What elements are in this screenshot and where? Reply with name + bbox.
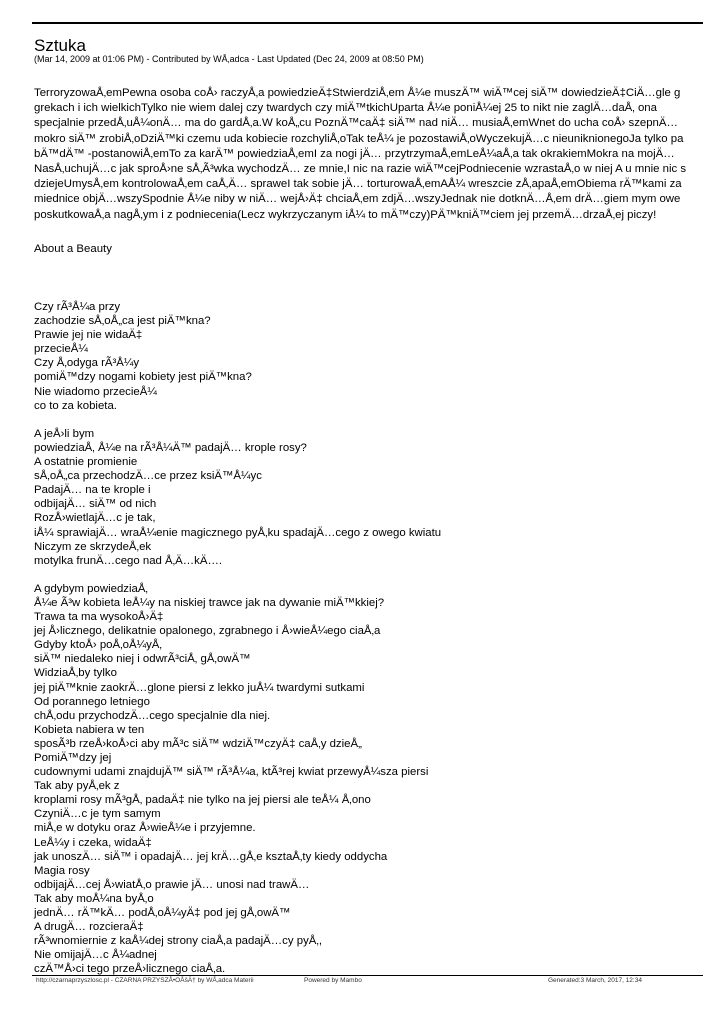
- poem-line: odbijajÄ… siÄ™ od nich: [34, 498, 157, 511]
- poem-line: Czy Å‚odyga rÃ³Å¼y: [34, 357, 140, 370]
- poem-line: Nie omijajÄ…c Å¼adnej: [34, 949, 157, 962]
- poem-line: jej piÄ™knie zaokrÄ…glone piersi z lekko juÅ¼ twardymi sutkami: [34, 681, 365, 694]
- footer-rule: [32, 975, 703, 976]
- poem-stanza: [34, 427, 714, 568]
- article-intro: [34, 86, 725, 223]
- poem-line: Å¼e Ã³w kobieta leÅ¼y na niskiej trawce jak na dywanie miÄ™kkiej?: [34, 596, 385, 609]
- poem-line: cudownymi udami znajdujÄ™ siÄ™ rÃ³Å¼a, ktÃ³rej kwiat przewyÅ¼sza piersi: [34, 766, 429, 779]
- poem-line: iÅ¼ sprawiajÄ… wraÅ¼enie magicznego pyÅ‚ku spadajÄ…cego z owego kwiatu: [34, 526, 442, 539]
- poem-line: odbijajÄ…cej Å›wiatÅ‚o prawie jÄ… unosi nad trawÄ…: [34, 878, 310, 891]
- poem-line: Tak aby moÅ¼na byÅ‚o: [34, 892, 154, 905]
- poem-stanza: [34, 300, 714, 413]
- intro-line: bÄ™dÄ™ -postanowiÅ‚emTo za karÄ™ powiedziaÅ‚emI za nogi jÄ… przytrzymaÅ‚emLeÅ¼aÅ‚a tak okrakiemMokra na mojÄ…: [34, 147, 675, 160]
- intro-line: mokro siÄ™ zrobiÅ‚oDziÄ™ki czemu uda kobiecie rozchyliÅ‚oTak teÅ¼ je pozostawiÅ‚oWyczekujÄ…c nieuniknionegoJa tylko pa: [34, 132, 684, 145]
- footer-powered-by: Powered by Mambo: [304, 977, 362, 984]
- poem-line: zachodzie sÅ‚oÅ„ca jest piÄ™kna?: [34, 315, 211, 328]
- intro-line: poskutkowaÅ‚a nagÅ‚ym i z podniecenia(Lecz wykrzyczanym iÅ¼ to mÄ™czy)PÄ™kniÄ™ciem jej przemÄ…drzaÅ‚ej piczy!: [34, 208, 657, 221]
- article-title: Sztuka: [34, 36, 86, 55]
- intro-line: grekach i ich wielkichTylko nie wiem dalej czy twardych czy miÄ™tkichUparta Å¼e poniÅ¼ej 25 to nikt nie zaglÄ…daÅ‚ ona: [34, 102, 657, 115]
- poem-line: PomiÄ™dzy jej: [34, 752, 112, 764]
- poem-line: Od porannego letniego: [34, 695, 150, 708]
- poem-line: sposÃ³b rzeÅ›koÅ›ci aby mÃ³c siÄ™ wdziÄ™czyÄ‡ caÅ‚y dzieÅ„: [34, 737, 362, 750]
- poem-line: CzyniÄ…c je tym samym: [34, 808, 161, 821]
- poem-line: przecieÅ¼: [34, 343, 88, 356]
- intro-line: miednice objÄ…wszySpodnie Å¼e niby w niÄ… wejÅ›Ä‡ chciaÅ‚em zdjÄ…wszyJednak nie dotknÄ…Å‚em drÄ…giem mym owe: [34, 193, 681, 206]
- poem-line: A gdybym powiedziaÅ‚: [34, 582, 148, 595]
- poem-line: Czy rÃ³Å¼a przy: [34, 301, 121, 313]
- poem-line: miÅ‚e w dotyku oraz Å›wieÅ¼e i przyjemne.: [34, 822, 256, 835]
- poem-line: jak unoszÄ… siÄ™ i opadajÄ… jej krÄ…gÅ‚e ksztaÅ‚ty kiedy oddycha: [34, 850, 388, 863]
- poem-line: siÄ™ niedaleko niej i odwrÃ³ciÅ‚ gÅ‚owÄ™: [34, 653, 251, 666]
- top-rule: [32, 22, 703, 24]
- poem-line: WidziaÅ‚by tylko: [34, 667, 117, 680]
- footer-generated: Generated:3 March, 2017, 12:34: [548, 977, 642, 984]
- poem-line: Prawie jej nie widaÄ‡: [34, 329, 143, 342]
- poem-title: About a Beauty: [34, 243, 112, 255]
- poem-line: A drugÄ… rozcieraÄ‡: [34, 921, 144, 934]
- article-meta: (Mar 14, 2009 at 01:06 PM) - Contributed by WÅ‚adca - Last Updated (Dec 24, 2009 at 08:50 PM): [34, 54, 424, 64]
- poem-line: kroplami rosy mÃ³gÅ‚ padaÄ‡ nie tylko na jej piersi ale teÅ¼ Å‚ono: [34, 794, 371, 807]
- intro-line: specjalnie przedÅ‚uÅ¼onÄ… ma do gardÅ‚a.W koÅ„cu PoznÄ™caÄ‡ siÄ™ nad niÄ… musiaÅ‚emWnet do ucha coÅ› szepnÄ…: [34, 117, 678, 130]
- poem-body: [34, 300, 714, 977]
- poem-line: Nie wiadomo przecieÅ¼: [34, 385, 157, 398]
- poem-line: Kobieta nabiera w ten: [34, 723, 145, 736]
- poem-stanza: [34, 582, 714, 977]
- intro-line: NasÅ‚uchujÄ…c jak sproÅ›ne sÅ‚Ã³wka wychodzÄ… ze mnie,I nic na razie wiÄ™cejPodniecenie wzrastaÅ‚o w niej A u mnie nic s: [34, 163, 687, 176]
- poem-line: PadajÄ… na te krople i: [34, 484, 151, 497]
- poem-line: Gdyby ktoÅ› poÅ‚oÅ¼yÅ‚: [34, 639, 162, 652]
- poem-line: motylka frunÄ…cego nad Å‚Ä…kÄ….: [34, 554, 223, 567]
- poem-line: jednÄ… rÄ™kÄ… podÅ‚oÅ¼yÄ‡ pod jej gÅ‚owÄ™: [34, 907, 291, 920]
- poem-line: jej Å›licznego, delikatnie opalonego, zgrabnego i Å›wieÅ¼ego ciaÅ‚a: [34, 625, 381, 638]
- poem-line: co to za kobieta.: [34, 399, 117, 412]
- poem-line: A ostatnie promienie: [34, 456, 138, 469]
- poem-line: powiedziaÅ‚ Å¼e na rÃ³Å¼Ä™ padajÄ… krople rosy?: [34, 441, 307, 454]
- poem-line: A jeÅ›li bym: [34, 427, 95, 440]
- poem-line: rÃ³wnomiernie z kaÅ¼dej strony ciaÅ‚a padajÄ…cy pyÅ‚,: [34, 935, 323, 948]
- poem-line: Tak aby pyÅ‚ek z: [34, 780, 120, 793]
- poem-line: Niczym ze skrzydeÅ‚ek: [34, 540, 152, 553]
- poem-line: LeÅ¼y i czeka, widaÄ‡: [34, 836, 152, 849]
- poem-line: pomiÄ™dzy nogami kobiety jest piÄ™kna?: [34, 371, 252, 384]
- intro-line: dziejeUmysÅ‚em kontrolowaÅ‚em caÅ‚Ä… spraweI tak sobie jÄ… torturowaÅ‚emAÅ¼ wreszcie zÅ‚apaÅ‚emObiema rÄ™kami za: [34, 178, 682, 191]
- footer-source-link[interactable]: http://czarnaprzyszlosc.pl - CZARNA PRZYSZÅ•OÅšÄ† by WÅ‚adca Materii: [36, 977, 254, 984]
- poem-line: sÅ‚oÅ„ca przechodzÄ…ce przez ksiÄ™Å¼yc: [34, 470, 262, 483]
- poem-line: Trawa ta ma wysokoÅ›Ä‡: [34, 611, 164, 624]
- poem-line: chÅ‚odu przychodzÄ…cego specjalnie dla niej.: [34, 709, 271, 722]
- intro-line: TerroryzowaÅ‚emPewna osoba coÅ› raczyÅ‚a powiedzieÄ‡StwierdziÅ‚em Å¼e muszÄ™ wiÄ™cej siÄ™ dowiedzieÄ‡CiÄ…gle g: [34, 87, 681, 99]
- poem-line: czÄ™Å›ci tego przeÅ›licznego ciaÅ‚a.: [34, 963, 226, 976]
- poem-line: RozÅ›wietlajÄ…c je tak,: [34, 512, 156, 525]
- poem-line: Magia rosy: [34, 864, 90, 877]
